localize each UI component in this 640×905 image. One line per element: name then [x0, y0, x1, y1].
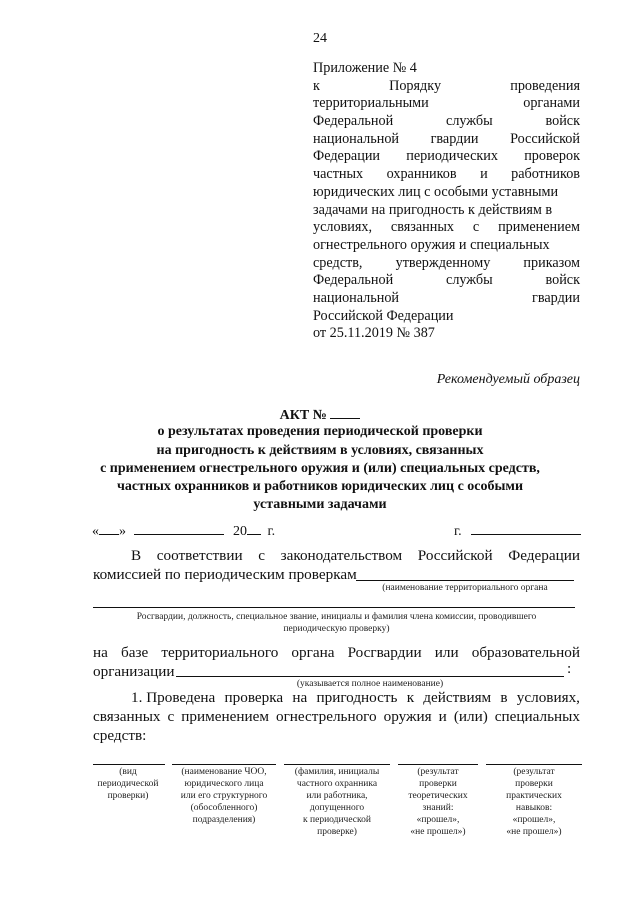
column-header-organization: (наименование ЧОО, юридического лица или его структурного (обособленного) подразделения): [180, 767, 268, 826]
caption-full-name: (указывается полное наименование): [296, 679, 444, 689]
appendix-line: Федеральной службы войск: [313, 113, 580, 130]
appendix-line: условиях, связанных с применением: [313, 219, 580, 236]
appendix-line: средств, утвержденному приказом: [313, 254, 580, 271]
recommended-sample-label: Рекомендуемый образец: [436, 372, 580, 387]
page-number: 24: [313, 31, 327, 46]
appendix-line: национальной гвардии Российской: [313, 130, 580, 147]
appendix-line: национальной гвардии: [313, 289, 580, 306]
city-blank: [471, 522, 581, 535]
appendix-line: Федеральной службы войск: [313, 272, 580, 289]
act-subtitle-line: на пригодность к действиям в условиях, связанных: [156, 442, 484, 458]
column-header-theory-result: (результат проверки теоретических знаний: «прошел», «не прошел»): [408, 767, 468, 838]
caption-territorial-organ: (наименование территориального органа: [382, 583, 548, 593]
appendix-line: Федерации периодических проверок: [313, 148, 580, 165]
city-line: г.: [454, 522, 581, 540]
column-header-person: (фамилия, инициалы частного охранника или работника, допущенного к периодической проверке): [294, 767, 380, 838]
paragraph-check: 1. Проведена проверка на пригодность к действиям в условиях, связанных с применением огнестрельного оружия и (или) специальных средств:: [93, 689, 580, 744]
act-subtitle-line: с применением огнестрельного оружия и (или) специальных средств,: [100, 460, 540, 476]
act-heading: АКТ №: [60, 405, 580, 423]
column-blank-line: [172, 764, 276, 765]
appendix-line: к Порядку проведения: [313, 77, 580, 94]
act-subtitle-line: частных охранников и работников юридических лиц с особыми: [116, 479, 524, 495]
date-line: « » 20 г.: [92, 524, 276, 539]
appendix-line: Российской Федерации: [313, 307, 454, 324]
column-blank-line: [93, 764, 165, 765]
day-blank: [99, 522, 119, 535]
appendix-line: огнестрельного оружия и специальных: [313, 236, 550, 253]
act-title: [60, 405, 580, 515]
paragraph-base: на базе территориального органа Росгвардии или образовательной организации: [93, 644, 580, 680]
appendix-line: от 25.11.2019 № 387: [313, 325, 435, 342]
organization-blank-line: [176, 676, 564, 677]
month-blank: [134, 522, 224, 535]
column-header-check-type: (вид периодической проверки): [97, 767, 159, 802]
organization-colon: :: [567, 660, 572, 677]
appendix-block: [313, 60, 580, 343]
column-blank-line: [486, 764, 582, 765]
column-blank-line: [398, 764, 478, 765]
commission-blank-line: [356, 580, 574, 581]
paragraph-commission: В соответствии с законодательством Российской Федерации комиссией по периодическим проверкам: [93, 547, 580, 583]
caption-commission-member: Росгвардии, должность, специальное звание, инициалы и фамилия члена комиссии, проводившего периодическую проверку): [136, 612, 537, 634]
appendix-line: задачами на пригодность к действиям в: [313, 201, 553, 218]
act-number-blank: [330, 405, 360, 419]
appendix-line: юридических лиц с особыми уставными: [313, 183, 559, 200]
commission-member-blank-line: [93, 607, 575, 608]
appendix-line: территориальными органами: [313, 95, 580, 112]
column-blank-line: [284, 764, 390, 765]
appendix-line: частных охранников и работников: [313, 166, 580, 183]
appendix-line: Приложение № 4: [313, 60, 417, 76]
year-blank: [247, 522, 261, 535]
act-subtitle-line: уставными задачами: [253, 497, 387, 513]
act-subtitle-line: о результатах проведения периодической проверки: [157, 424, 483, 440]
column-header-practice-result: (результат проверки практических навыков: «прошел», «не прошел»): [506, 767, 562, 838]
